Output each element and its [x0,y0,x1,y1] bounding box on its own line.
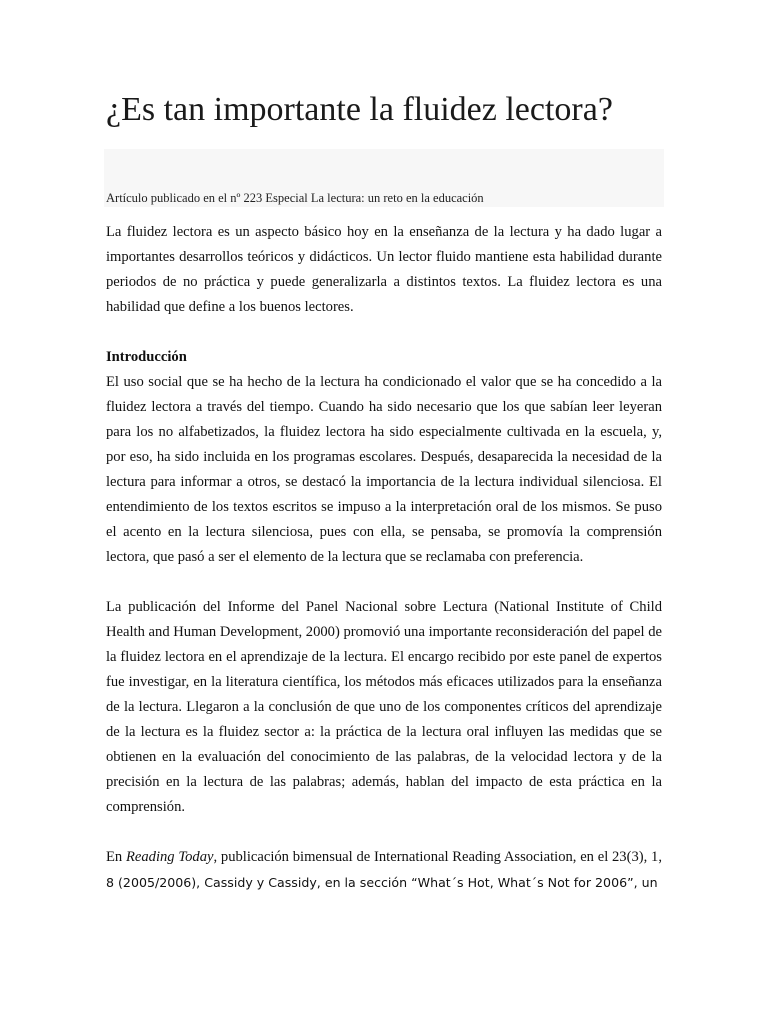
paragraph-3 [106,845,662,896]
article-body [106,220,662,921]
intro-paragraph: La fluidez lectora es un aspecto básico hoy en la enseñanza de la lectura y ha dado lugar a importantes desarrollos teóricos y didácticos. Un lector fluido mantiene esta habilidad durante periodos de no práctica y puede generalizarla a distintos textos. La fluidez lectora es una habilidad que define a los buenos lectores. [106,224,662,315]
paragraph-3-publication-title: Reading Today [125,849,214,865]
section-heading-introduccion: Introducción [106,349,187,365]
paragraph-1: El uso social que se ha hecho de la lectura ha condicionado el valor que se ha concedido a la fluidez lectora a través del tiempo. Cuando ha sido necesario que los que sabían leer leyeran para los no alfabetizados, la fluidez lectora ha sido especialmente cultivada en la escuela, y, por eso, ha sido incluida en los programas escolares. Después, desaparecida la necesidad de la lectura para informar a otros, se destacó la importancia de la lectura individual silenciosa. El entendimiento de los textos escritos se impuso a la interpretación oral de los mismos. Se puso el acento en la lectura silenciosa, pues con ella, se pensaba, se promovía la comprensión lectora, que pasó a ser el elemento de la lectura que se reclamaba con preferencia. [106,374,662,565]
paragraph-2: La publicación del Informe del Panel Nacional sobre Lectura (National Institute of Child Health and Human Development, 2000) promovió una importante reconsideración del papel de la fluidez lectora en el aprendizaje de la lectura. El encargo recibido por este panel de expertos fue investigar, en la literatura científica, los métodos más eficaces utilizados para la enseñanza de la lectura. Llegaron a la conclusión de que uno de los componentes críticos del aprendizaje de la lectura es la fluidez sector a: la práctica de la lectura oral influyen las medidas que se obtienen en la evaluación del conocimiento de las palabras, de la velocidad lectora y de la precisión en la lectura de las palabras; además, hablan del impacto de esta práctica en la comprensión. [106,599,663,815]
paragraph-3-prefix: En [106,849,126,865]
paragraph-3-continuation: 8 (2005/2006), Cassidy y Cassidy, en la sección “What´s Hot, What´s Not for 2006”, un [106,875,658,890]
article-meta: Artículo publicado en el nº 223 Especial La lectura: un reto en la educación [106,191,484,205]
paragraph-3-text: , publicación bimensual de International Reading Association, en el 23(3), 1, [213,849,662,865]
article-title: ¿Es tan importante la fluidez lectora? [106,91,613,128]
